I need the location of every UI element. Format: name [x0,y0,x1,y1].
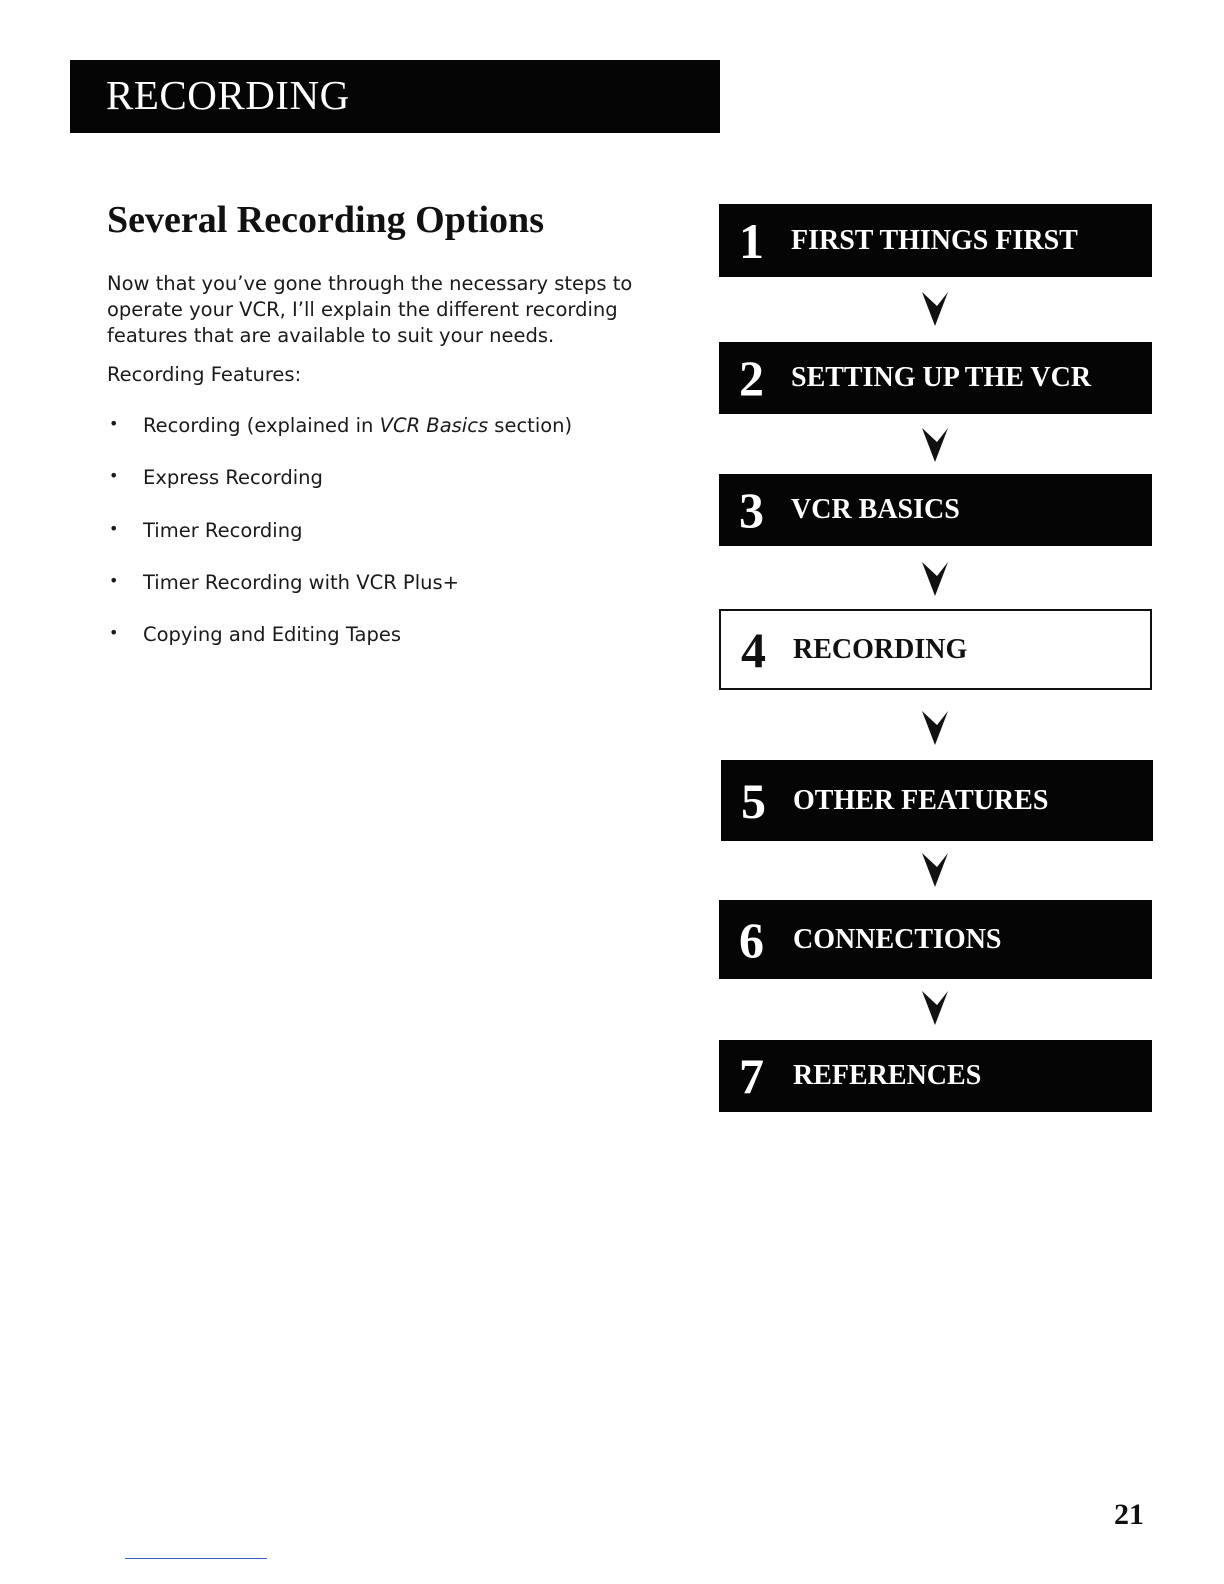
chapter-number: 6 [739,911,764,968]
bullet: • [109,570,119,590]
chapter-number: 3 [739,482,764,538]
down-arrow-icon [920,558,950,600]
chapter-name: VCR BASICS [791,494,960,525]
chapter-number: 7 [739,1048,764,1104]
chapter-number: 2 [739,350,764,406]
feature-text-end: section) [488,414,573,437]
down-arrow-icon [920,987,950,1029]
feature-text: Copying and Editing Tapes [143,623,401,647]
chapter-number: 4 [741,621,766,678]
chapter-name: OTHER FEATURES [793,784,1049,816]
chapter-number: 1 [739,212,764,269]
features-label: Recording Features: [107,363,302,386]
feature-text: Timer Recording with VCR Plus+ [143,570,459,594]
chapter-box-recording-current [719,609,1152,690]
chapter-name: CONNECTIONS [793,923,1002,955]
bullet: • [109,623,119,643]
feature-text-start: Recording (explained in [143,414,380,437]
section-title: RECORDING [106,72,350,118]
page-title: Several Recording Options [107,199,544,241]
footer-rule [125,1558,267,1559]
chapter-name: REFERENCES [793,1060,982,1091]
chapter-box-references [719,1040,1152,1112]
chapter-name: SETTING UP THE VCR [791,362,1092,393]
bullet: • [109,518,119,538]
feature-text: Timer Recording [143,518,303,542]
down-arrow-icon [920,849,950,891]
chapter-box-other-features [721,760,1153,841]
chapter-box-vcr-basics [719,474,1152,546]
page-number: 21 [1114,1498,1144,1531]
chapter-name: FIRST THINGS FIRST [791,224,1078,256]
chapter-box-connections [719,900,1152,979]
chapter-box-first-things-first [719,204,1152,277]
bullet: • [109,466,119,486]
chapter-name: RECORDING [793,633,968,665]
feature-text-italic: VCR Basics [379,414,489,437]
feature-text: Express Recording [143,466,323,490]
section-banner [70,60,720,133]
down-arrow-icon [920,424,950,466]
feature-text [143,414,572,437]
down-arrow-icon [920,288,950,330]
intro-paragraph: Now that you’ve gone through the necessary steps to operate your VCR, I’ll explain the different recording features that are available to suit your needs. [107,272,633,347]
chapter-box-setting-up-the-vcr [719,342,1152,414]
bullet: • [109,414,119,433]
chapter-number: 5 [741,772,766,829]
down-arrow-icon [920,707,950,749]
